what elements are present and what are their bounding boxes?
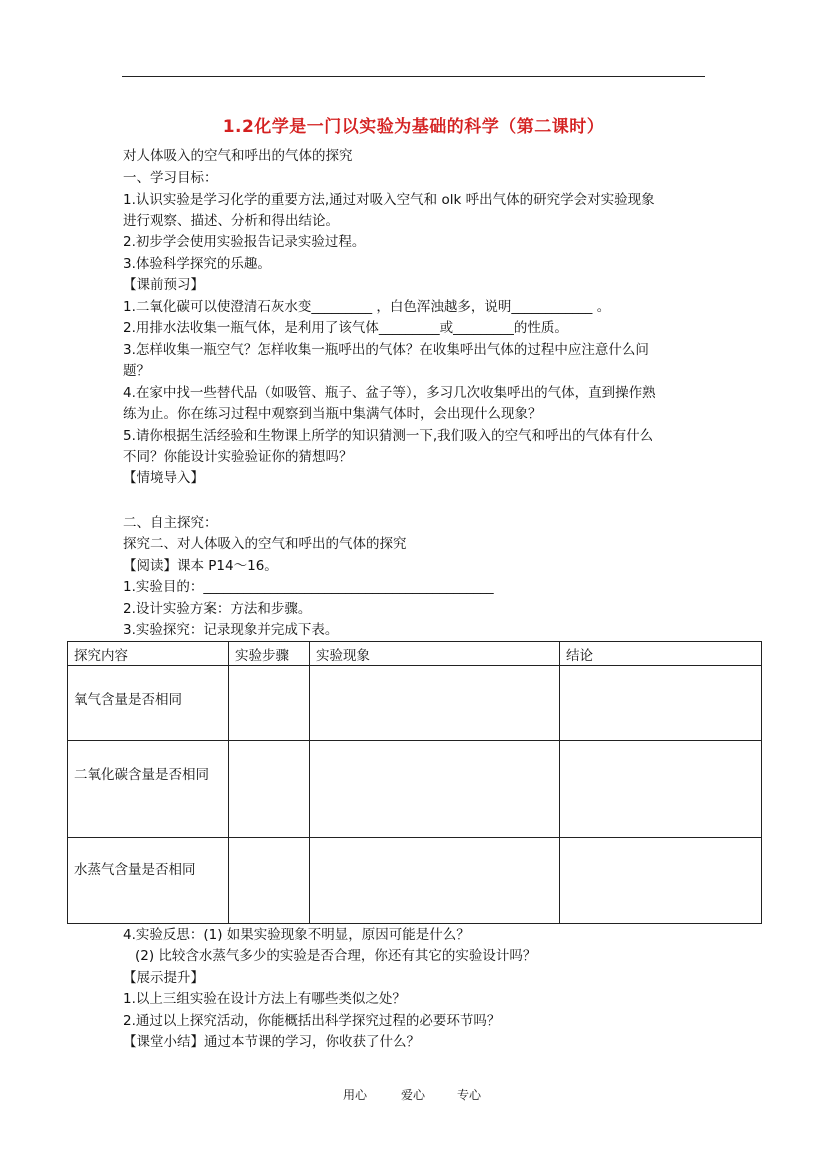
table-header-cell: 探究内容	[68, 642, 229, 666]
header-rule	[122, 76, 705, 77]
question-line: 题？	[123, 363, 150, 379]
section-heading: 二、自主探究：	[123, 515, 218, 531]
text-line: 3.体验科学探究的乐趣。	[123, 256, 271, 272]
question-line: 不同？你能设计实验验证你的猜想吗？	[123, 449, 353, 465]
question-line: 3.怎样收集一瓶空气？怎样收集一瓶呼出的气体？在收集呼出气体的过程中应注意什么问	[123, 342, 649, 358]
section-heading: 【展示提升】	[123, 970, 204, 986]
table-row	[68, 838, 762, 924]
table-cell-empty[interactable]	[229, 838, 310, 924]
question-line: 1.以上三组实验在设计方法上有哪些类似之处？	[123, 991, 406, 1007]
table-cell-empty[interactable]	[560, 741, 762, 838]
footer-text: 爱心	[401, 1088, 426, 1102]
table-cell-empty[interactable]	[229, 741, 310, 838]
table-row-label: 氧气含量是否相同	[68, 666, 229, 741]
table-row-label: 水蒸气含量是否相同	[68, 838, 229, 924]
table-cell-empty[interactable]	[229, 666, 310, 741]
text-line: 【阅读】课本 P14～16。	[123, 558, 278, 574]
text-line: (2) 比较含水蒸气多少的实验是否合理，你还有其它的实验设计吗？	[135, 948, 537, 964]
table-row	[68, 741, 762, 838]
text-line: 3.实验探究：记录现象并完成下表。	[123, 622, 339, 638]
question-line: 4.在家中找一些替代品（如吸管、瓶子、盆子等），多习几次收集呼出的气体，直到操作熟	[123, 385, 656, 401]
table-cell-empty[interactable]	[560, 838, 762, 924]
table-header-cell: 结论	[560, 642, 762, 666]
table-header-row	[68, 642, 762, 666]
footer-text: 用心	[343, 1088, 368, 1102]
question-line: 练为止。你在练习过程中观察到当瓶中集满气体时，会出现什么现象？	[123, 406, 542, 422]
text-line: 1.实验目的：___________________________________________	[123, 579, 494, 595]
table-cell-empty[interactable]	[560, 666, 762, 741]
table-cell-empty[interactable]	[310, 741, 560, 838]
text-line: 4.实验反思：(1) 如果实验现象不明显，原因可能是什么？	[123, 927, 470, 943]
subtitle: 对人体吸入的空气和呼出的气体的探究	[123, 148, 353, 164]
question-line: 1.二氧化碳可以使澄清石灰水变_________ ，白色浑浊越多，说明____________ 。	[123, 299, 611, 315]
table-header-cell: 实验步骤	[229, 642, 310, 666]
section-heading: 【课前预习】	[123, 277, 204, 293]
table-header-cell: 实验现象	[310, 642, 560, 666]
text-line: 进行观察、描述、分析和得出结论。	[123, 213, 339, 229]
text-line: 探究二、对人体吸入的空气和呼出的气体的探究	[123, 536, 407, 552]
text-line: 1.认识实验是学习化学的重要方法,通过对吸入空气和 olk 呼出气体的研究学会对实验现象	[123, 192, 655, 208]
table-row-label: 二氧化碳含量是否相同	[68, 741, 229, 838]
experiment-table	[67, 641, 762, 924]
section-heading: 【情境导入】	[123, 470, 204, 486]
section-heading: 【课堂小结】通过本节课的学习，你收获了什么？	[123, 1034, 420, 1050]
text-line: 2.初步学会使用实验报告记录实验过程。	[123, 234, 366, 250]
table-row	[68, 666, 762, 741]
table-cell-empty[interactable]	[310, 666, 560, 741]
table-cell-empty[interactable]	[310, 838, 560, 924]
page-title: 1.2化学是一门以实验为基础的科学（第二课时）	[222, 117, 605, 137]
footer-text: 专心	[457, 1088, 482, 1102]
section-heading: 一、学习目标：	[123, 170, 218, 186]
question-line: 2.用排水法收集一瓶气体，是利用了该气体_________或_________的性质。	[123, 320, 568, 336]
question-line: 5.请你根据生活经验和生物课上所学的知识猜测一下,我们吸入的空气和呼出的气体有什么	[123, 428, 654, 444]
question-line: 2.通过以上探究活动，你能概括出科学探究过程的必要环节吗？	[123, 1013, 501, 1029]
text-line: 2.设计实验方案：方法和步骤。	[123, 601, 312, 617]
